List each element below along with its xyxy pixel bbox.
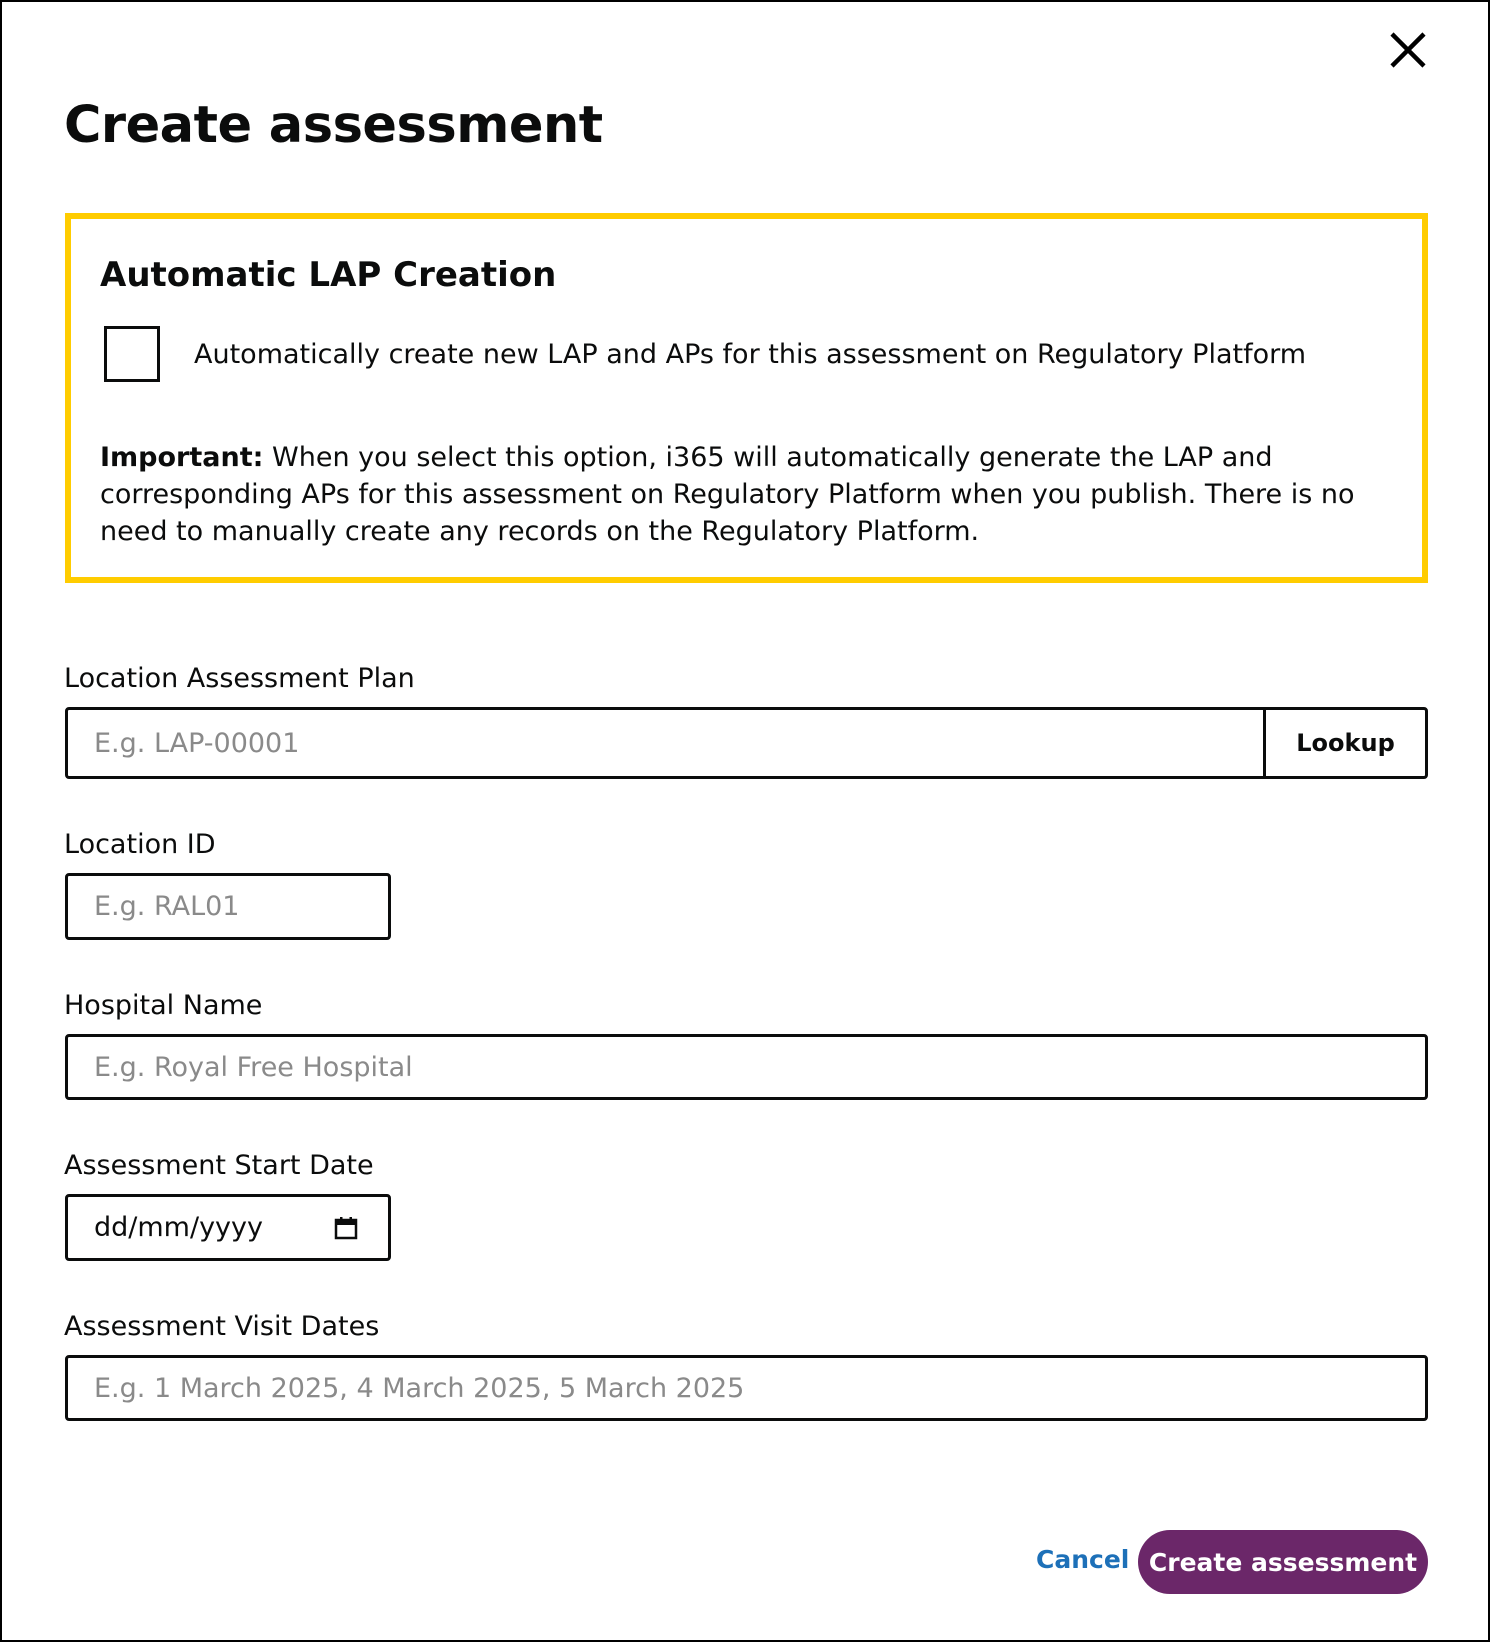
close-button[interactable]	[1388, 30, 1428, 70]
location-id-input[interactable]: E.g. RAL01	[65, 873, 391, 940]
important-note	[100, 439, 1390, 550]
auto-create-checkbox[interactable]	[104, 326, 160, 382]
lap-input[interactable]: E.g. LAP-00001	[65, 707, 1266, 779]
start-date-value: dd/mm/yyyy	[94, 1212, 263, 1243]
lap-label: Location Assessment Plan	[64, 663, 415, 694]
calendar-icon[interactable]	[334, 1216, 358, 1240]
hospital-name-label: Hospital Name	[64, 990, 263, 1021]
hospital-name-input[interactable]: E.g. Royal Free Hospital	[65, 1034, 1428, 1100]
start-date-input[interactable]	[65, 1194, 391, 1261]
location-id-label: Location ID	[64, 829, 216, 860]
close-icon	[1388, 30, 1428, 70]
automatic-lap-callout	[65, 213, 1428, 583]
visit-dates-input[interactable]: E.g. 1 March 2025, 4 March 2025, 5 March 2025	[65, 1355, 1428, 1421]
page-title: Create assessment	[64, 96, 603, 155]
visit-dates-label: Assessment Visit Dates	[64, 1311, 380, 1342]
callout-heading: Automatic LAP Creation	[100, 255, 557, 295]
important-prefix: Important:	[100, 442, 264, 473]
auto-create-checkbox-label[interactable]: Automatically create new LAP and APs for this assessment on Regulatory Platform	[194, 339, 1307, 370]
create-assessment-button[interactable]: Create assessment	[1138, 1530, 1428, 1594]
start-date-label: Assessment Start Date	[64, 1150, 374, 1181]
cancel-button[interactable]: Cancel	[1036, 1545, 1130, 1574]
important-text: When you select this option, i365 will automatically generate the LAP and corresponding APs for this assessment on Regulatory Platform when you publish. There is no need to manually create any records on the Regulatory Platform.	[100, 442, 1355, 547]
lookup-button[interactable]: Lookup	[1263, 707, 1428, 779]
